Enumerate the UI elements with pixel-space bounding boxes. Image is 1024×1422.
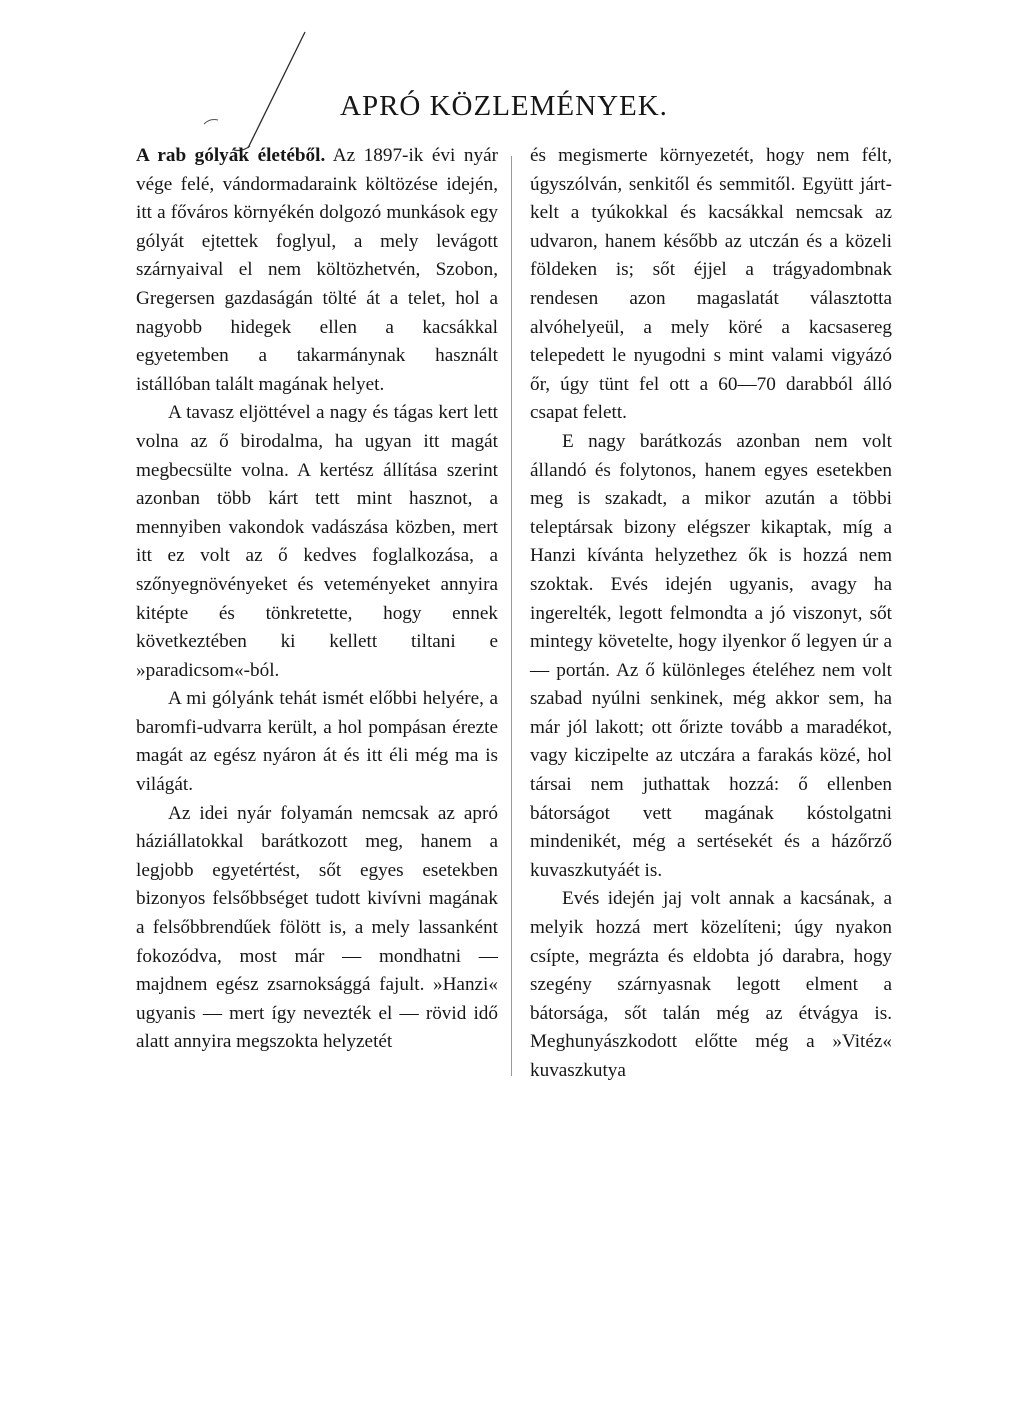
article-title: A rab gólyák életéből.: [136, 145, 326, 166]
article-paragraph: A mi gólyánk tehát ismét előbbi helyére, a baromfi-udvarra került, a hol pompásan érezte magát az egész nyáron át és itt éli még ma is világát.: [136, 688, 498, 796]
article-paragraph-text: Az 1897-ik évi nyár vége felé, vándormadaraink költözése idején, itt a főváros környékén dolgozó munkások egy gólyát ejtettek foglyul, a mely levágott szárnyaival el nem költözhetvén, Szobon, Gregersen gazdaságán tölté át a telet, hol a nagyobb hidegek ellen a kacsákkal egyetemben a takarmánynak használt istállóban talált magának helyet.: [136, 145, 498, 395]
article-right-column: [530, 142, 892, 1086]
article-paragraph: E nagy barátkozás azonban nem volt állandó és folytonos, hanem egyes esetekben meg is szakadt, a mikor azután a többi teleptársak bizony elégszer kikaptak, míg a Hanzi kívánta helyzethez ők is hozzá nem szoktak. Evés idején ugyanis, avagy ha ingerelték, legott felmondta a jó viszonyt, sőt mintegy követelte, hogy ilyenkor ő legyen úr a — portán. Az ő különleges ételéhez nem volt szabad nyúlni senkinek, még akkor sem, ha már jól lakott; ott őrizte tovább a maradékot, vagy kiczipelte az utczára a farakás közé, hol társai nem juthattak hozzá: ő ellenben bátorságot vett magának kóstolgatni mindenikét, még a sertésekét és a házőrző kuvaszkutyáét is.: [530, 430, 892, 881]
column-divider: [511, 156, 512, 1076]
article-paragraph: A tavasz eljöttével a nagy és tágas kert lett volna az ő birodalma, ha ugyan itt magát megbecsülte volna. A kertész állítása szerint azonban több kárt tett mint hasznot, a mennyiben vakondok vadászása közben, mert itt ez volt az ő kedves foglalkozása, a szőnyegnövényeket és veteményeket annyira kitépte és tönkretette, hogy ennek következtében ki kellett tiltani e »paradicsom«-ból.: [136, 402, 498, 681]
article-paragraph: [136, 142, 498, 399]
page-title: APRÓ KÖZLEMÉNYEK.: [340, 90, 668, 122]
article-paragraph: és megismerte környezetét, hogy nem félt, úgyszólván, senkitől és semmitől. Együtt járt-kelt a tyúkokkal és kacsákkal nemcsak az udvaron, hanem később az utczán és a közeli földeken is; sőt éjjel a trágyadombnak rendesen azon magaslatát választotta alvóhelyeül, a mely köré a kacsasereg telepedett le nyugodni s mint valami vigyázó őr, úgy tünt fel ott a 60—70 darabból álló csapat felett.: [530, 145, 892, 424]
article-paragraph: Az idei nyár folyamán nemcsak az apró háziállatokkal barátkozott meg, hanem a legjobb egyetértést, sőt egyes esetekben bizonyos felsőbbséget tudott kivívni magának a felsőbbrendűek fölött is, a mely lassanként fokozódva, most már — mondhatni — majdnem egész zsarnoksággá fajult. »Hanzi« ugyanis — mert így nevezték el — rövid idő alatt annyira megszokta helyzetét: [136, 802, 498, 1053]
article-paragraph: Evés idején jaj volt annak a kacsának, a melyik hozzá mert közelíteni; úgy nyakon csípte, megrázta és eldobta jó darabra, hogy szegény szárnyasnak legott elment a bátorsága, sőt talán még az étvágya is. Meghunyászkodott előtte még a »Vitéz« kuvaszkutya: [530, 888, 892, 1081]
article-left-column: [136, 142, 498, 1057]
